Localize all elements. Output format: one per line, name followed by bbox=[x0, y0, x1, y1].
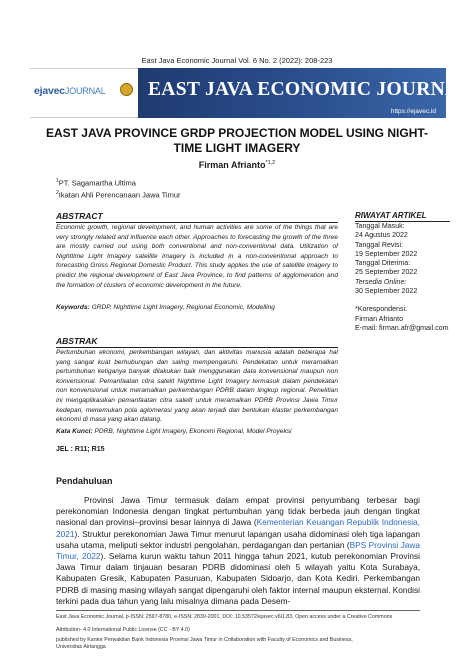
logo-text-journal: JOURNAL bbox=[64, 86, 106, 96]
banner-main bbox=[138, 68, 473, 118]
history-line: 25 September 2022 bbox=[355, 268, 418, 277]
abstrak-body: Pertumbuhan ekonomi, perkembangan wilayah, dan aktivitas manusia adalah beberapa hal yang sangat kuat berhubungan dan saling mempengaruhi. Pendekatan untuk meramalkan pertumbuhan ketiganya banyak dilakukan baik menggunakan data konvensional maupun non konvensional. Pemanfaatan citra satelit Nighttime Light Imagery termasuk dalam pendekatan non konvensional untuk meramalkan perkembangan PDRB dalam lingkup regional. Penelitian ini mengaplikasikan pemanfaatan citra satelit untuk meramalkan PDRB Provinsi Jawa Timur kedepan, menemukan pola aglomerasi yang akan terjadi dan bentukan klaster perkembangan ekonomi di masa yang akan datang. bbox=[56, 349, 338, 424]
history-spacer bbox=[355, 296, 465, 305]
abstract-heading: ABSTRACT bbox=[56, 211, 338, 223]
affiliation-1-text: PT. Sagamartha Ultima bbox=[58, 178, 136, 188]
logo-text: ejavec bbox=[34, 85, 65, 97]
logo-wordmark bbox=[34, 85, 106, 97]
affiliation-1 bbox=[56, 178, 136, 188]
affiliation-2-sup: 2 bbox=[56, 190, 59, 196]
keywords-text: GRDP, Nighttime Light Imagery, Regional Economic, Modelling bbox=[91, 304, 275, 311]
author-name: Firman Afrianto bbox=[198, 160, 266, 170]
body-text-2: ). Struktur perekonomian Jawa Timur menurut lapangan usaha didominasi oleh tiga lapangan usaha utama, meliputi sektor industri pengolahan, perdagangan dan pertanian ( bbox=[56, 528, 420, 550]
journal-banner bbox=[30, 68, 473, 118]
body-text-1: Provinsi Jawa Timur termasuk dalam empat provinsi penyumbang terbesar bagi perekonomian Indonesia dengan tingkat pertumbuhan yang tidak berbeda jauh dengan tingkat nasional dan provinsi–provinsi besar lainnya di Jawa ( bbox=[56, 495, 420, 528]
body-paragraph bbox=[56, 495, 420, 607]
article-history bbox=[355, 222, 465, 333]
history-line: Tanggal Diterima: bbox=[355, 259, 411, 268]
kata-kunci-label: Kata Kunci: bbox=[56, 428, 93, 435]
section-heading: Pendahuluan bbox=[56, 476, 113, 486]
abstrak-keywords bbox=[56, 428, 346, 435]
history-line: 30 September 2022 bbox=[355, 287, 418, 296]
footer-line-1: East Java Economic Journal, p-ISSN: 2597-8780, e-ISSN: 2830-2001, DOI: 10.53572/ejavec.v6i1.83, Open access under a Creative Commons bbox=[56, 614, 393, 620]
affiliation-2 bbox=[56, 190, 181, 200]
correspondence-label: *Korespondensi: bbox=[355, 305, 408, 314]
bank-seal-icon bbox=[120, 83, 133, 96]
keywords-label: Keywords: bbox=[56, 304, 90, 311]
abstract-body: Economic growth, regional development, and human activities are some of the things that are very strongly related and influence each other. Approaches to forecasting the growth of the three are mostly carried out using both conventional and non-conventional data. Utilization of Nighttime Light Imagery satellite imagery is included in a non-conventional approach to forecasting Gross Regional Domestic Product. This study applies the use of satellite imagery to predict the regional development of East Java Province, to find patterns of agglomeration and the formation of clusters of economic development in the future. bbox=[56, 224, 338, 289]
affiliation-1-sup: 1 bbox=[56, 178, 59, 184]
footer-line-4: Universitas Airlangga bbox=[56, 644, 106, 650]
footer-line-3: published by Kantor Perwakilan Bank Indonesia Provinsi Jawa Timur in Collaboration with Faculty of Economics and Business, bbox=[56, 637, 353, 643]
journal-logo bbox=[30, 68, 138, 118]
history-line: 24 Agustus 2022 bbox=[355, 231, 408, 240]
kata-kunci-text: PDRB, Nighttime Light Imagery, Ekonomi Regional, Model Proyeksi bbox=[94, 428, 292, 435]
history-line: Tanggal Masuk: bbox=[355, 222, 405, 230]
history-line: Tersedia Online: bbox=[355, 277, 407, 286]
footer-line-2[interactable]: Attribution- 4.0 International Public License (CC - BY 4.0) bbox=[56, 627, 190, 633]
jel-codes: JEL : R11; R15 bbox=[56, 446, 105, 453]
footer-divider bbox=[56, 610, 420, 611]
article-history-heading: RIWAYAT ARTIKEL bbox=[355, 211, 450, 222]
abstract-keywords bbox=[56, 304, 346, 311]
correspondence-email[interactable]: E-mail: firman.afr@gmail.com bbox=[355, 323, 449, 332]
article-title: EAST JAVA PROVINCE GRDP PROJECTION MODEL USING NIGHT-TIME LIGHT IMAGERY bbox=[45, 126, 429, 155]
citation-link-kemenkeu[interactable]: Kementerian Keuangan Republik Indonesia, 2021 bbox=[56, 517, 420, 539]
body-text-3: ). Selama kurun waktu tahun 2011 hingga tahun 2021, kutub perekonomian Provinsi Jawa Timur dalam tinjauan besaran PDRB didominasi oleh 5 wilayah yaitu Kota Surabaya, Kabupaten Gresik, Kabupaten Pasuruan, Kabupaten Sidoarjo, dan Kota Kediri. Perkembangan PDRB di masing masing wilayah sangat dipengaruhi oleh faktor internal maupun eksternal. Kondisi terkini pada dua tahun yang lalu misalnya dimana pada Desem- bbox=[56, 551, 420, 606]
abstrak-heading: ABSTRAK bbox=[56, 336, 338, 348]
correspondence-name: Firman Afrianto bbox=[355, 314, 404, 323]
author-sup: *1,2 bbox=[265, 160, 276, 166]
citation-link-bps[interactable]: BPS Provinsi Jawa Timur, 2022 bbox=[56, 539, 420, 562]
banner-title: EAST JAVA ECONOMIC JOURNAL bbox=[148, 79, 473, 100]
author-line bbox=[0, 160, 474, 170]
affiliation-2-text: Ikatan Ahli Perencanaan Jawa Timur bbox=[58, 190, 181, 200]
running-head: East Java Economic Journal Vol. 6 No. 2 (2022): 208-223 bbox=[141, 56, 333, 65]
history-line: Tanggal Revisi: bbox=[355, 240, 404, 249]
history-line: 19 September 2022 bbox=[355, 249, 418, 258]
banner-url[interactable]: https://ejavec.id bbox=[390, 108, 436, 115]
